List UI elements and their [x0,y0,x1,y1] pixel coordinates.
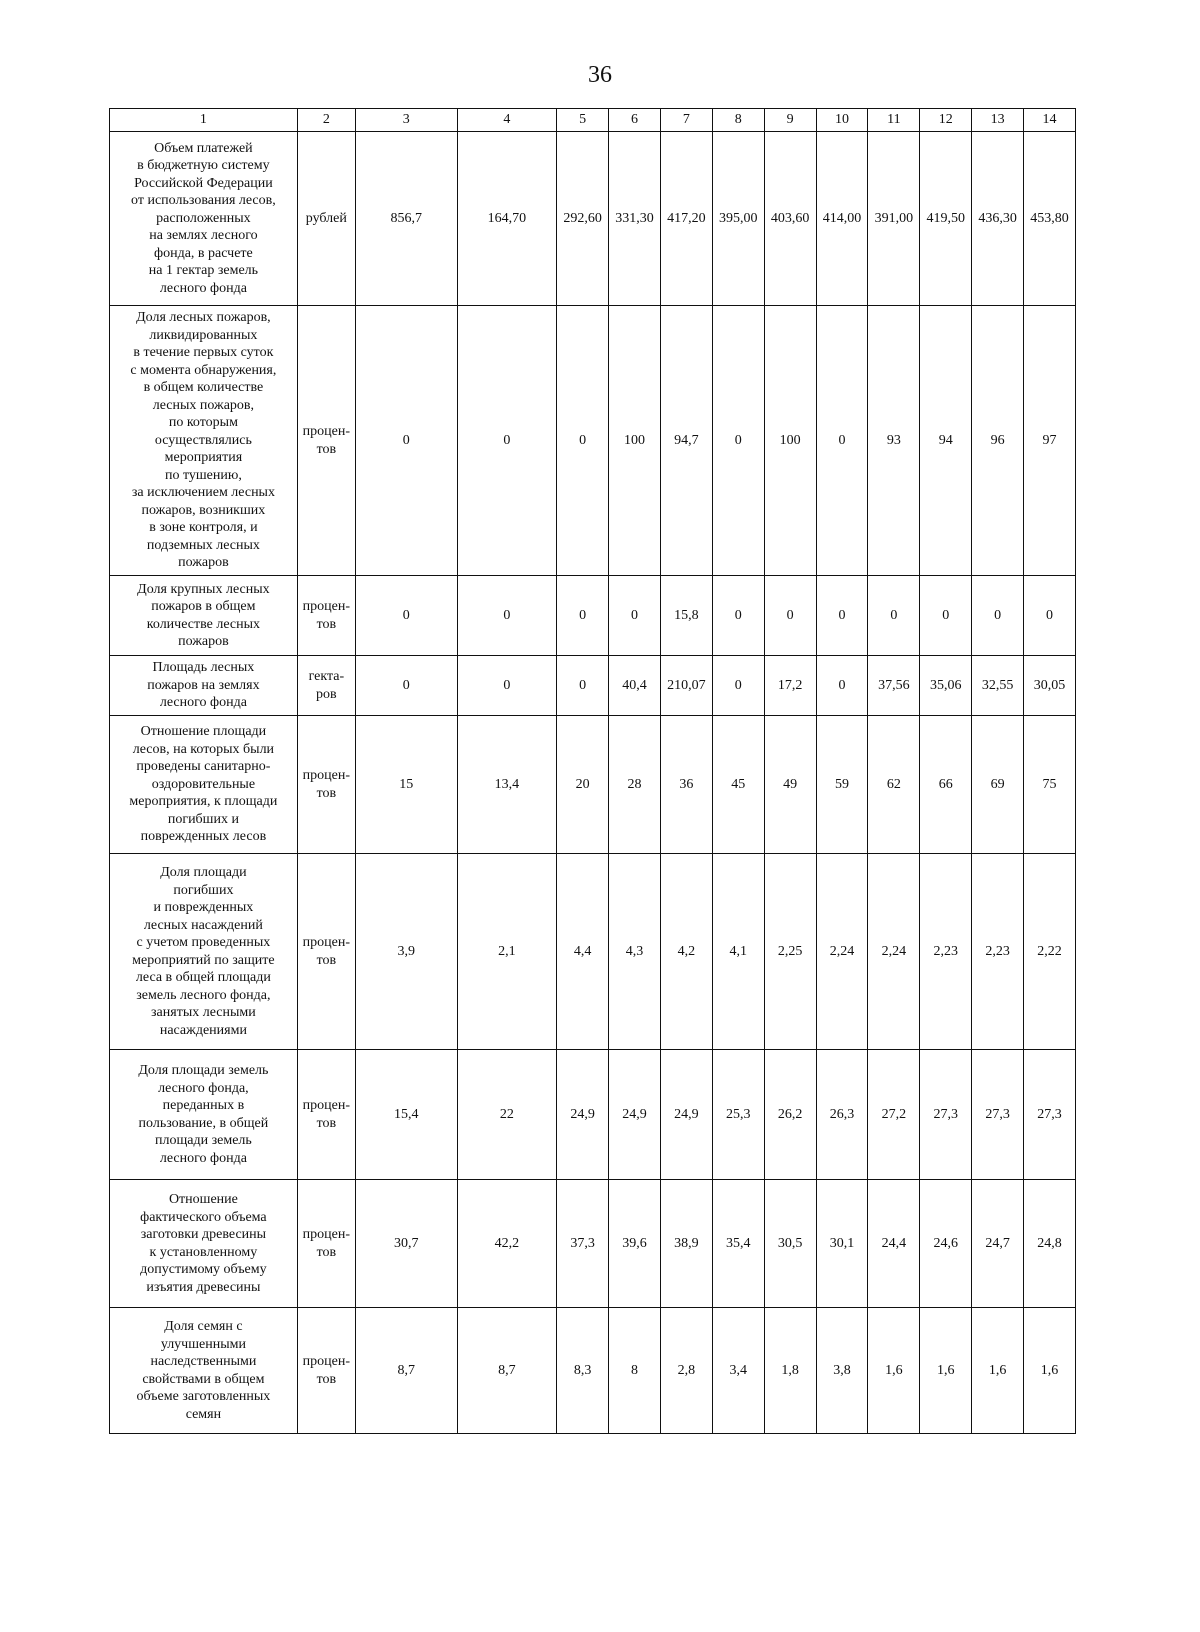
value-cell: 27,2 [868,1050,920,1180]
value-cell: 35,4 [712,1180,764,1308]
page-number: 36 [588,62,612,88]
value-cell: 20 [557,716,609,854]
column-header-12: 12 [920,109,972,132]
value-cell: 17,2 [764,656,816,716]
value-cell: 0 [457,576,557,656]
value-cell: 4,2 [660,854,712,1050]
value-cell: 0 [972,576,1024,656]
column-header-7: 7 [660,109,712,132]
value-cell: 3,4 [712,1308,764,1434]
value-cell: 94 [920,306,972,576]
unit-cell: процен- тов [297,306,355,576]
value-cell: 26,2 [764,1050,816,1180]
table-row [110,1180,1076,1308]
table-row [110,716,1076,854]
indicator-cell: Доля семян с улучшенными наследственными свойствами в общем объеме заготовленных семян [110,1308,298,1434]
value-cell: 8,3 [557,1308,609,1434]
value-cell: 164,70 [457,132,557,306]
value-cell: 391,00 [868,132,920,306]
unit-cell: процен- тов [297,1180,355,1308]
value-cell: 24,8 [1024,1180,1076,1308]
value-cell: 93 [868,306,920,576]
value-cell: 292,60 [557,132,609,306]
value-cell: 30,05 [1024,656,1076,716]
value-cell: 27,3 [1024,1050,1076,1180]
value-cell: 0 [712,656,764,716]
table-row [110,854,1076,1050]
value-cell: 24,4 [868,1180,920,1308]
value-cell: 40,4 [609,656,661,716]
value-cell: 24,6 [920,1180,972,1308]
column-header-1: 1 [110,109,298,132]
value-cell: 30,1 [816,1180,868,1308]
value-cell: 2,25 [764,854,816,1050]
value-cell: 15 [355,716,457,854]
value-cell: 0 [1024,576,1076,656]
value-cell: 25,3 [712,1050,764,1180]
column-header-13: 13 [972,109,1024,132]
unit-cell: процен- тов [297,576,355,656]
value-cell: 2,23 [972,854,1024,1050]
value-cell: 96 [972,306,1024,576]
value-cell: 24,9 [660,1050,712,1180]
indicator-cell: Доля площади земель лесного фонда, переданных в пользование, в общей площади земель лесного фонда [110,1050,298,1180]
value-cell: 2,1 [457,854,557,1050]
value-cell: 8,7 [355,1308,457,1434]
value-cell: 0 [609,576,661,656]
table-row [110,132,1076,306]
value-cell: 0 [920,576,972,656]
value-cell: 37,3 [557,1180,609,1308]
unit-cell: процен- тов [297,854,355,1050]
indicator-cell: Объем платежей в бюджетную систему Российской Федерации от использования лесов, расположенных на землях лесного фонда, в расчете на 1 гектар земель лесного фонда [110,132,298,306]
indicators-table [109,108,1076,1434]
value-cell: 2,24 [868,854,920,1050]
value-cell: 100 [609,306,661,576]
value-cell: 39,6 [609,1180,661,1308]
value-cell: 27,3 [920,1050,972,1180]
value-cell: 75 [1024,716,1076,854]
indicator-cell: Площадь лесных пожаров на землях лесного фонда [110,656,298,716]
value-cell: 2,22 [1024,854,1076,1050]
column-header-14: 14 [1024,109,1076,132]
column-header-5: 5 [557,109,609,132]
value-cell: 0 [764,576,816,656]
indicator-cell: Доля лесных пожаров, ликвидированных в течение первых суток с момента обнаружения, в общем количестве лесных пожаров, по которым осуществлялись мероприятия по тушению, за исключением лесных пожаров, возникших в зоне контроля, и подземных лесных пожаров [110,306,298,576]
value-cell: 1,6 [920,1308,972,1434]
value-cell: 2,8 [660,1308,712,1434]
value-cell: 36 [660,716,712,854]
value-cell: 100 [764,306,816,576]
value-cell: 0 [355,576,457,656]
value-cell: 37,56 [868,656,920,716]
value-cell: 8,7 [457,1308,557,1434]
value-cell: 417,20 [660,132,712,306]
value-cell: 24,9 [557,1050,609,1180]
table-row [110,306,1076,576]
value-cell: 1,6 [1024,1308,1076,1434]
value-cell: 0 [868,576,920,656]
indicator-cell: Доля крупных лесных пожаров в общем количестве лесных пожаров [110,576,298,656]
value-cell: 62 [868,716,920,854]
column-header-2: 2 [297,109,355,132]
value-cell: 24,9 [609,1050,661,1180]
value-cell: 453,80 [1024,132,1076,306]
value-cell: 0 [816,306,868,576]
value-cell: 45 [712,716,764,854]
value-cell: 26,3 [816,1050,868,1180]
value-cell: 419,50 [920,132,972,306]
value-cell: 66 [920,716,972,854]
value-cell: 210,07 [660,656,712,716]
table-row [110,576,1076,656]
unit-cell: рублей [297,132,355,306]
value-cell: 403,60 [764,132,816,306]
value-cell: 2,24 [816,854,868,1050]
value-cell: 0 [816,656,868,716]
value-cell: 395,00 [712,132,764,306]
value-cell: 32,55 [972,656,1024,716]
value-cell: 0 [355,306,457,576]
unit-cell: процен- тов [297,716,355,854]
table-row [110,656,1076,716]
table-body [110,132,1076,1434]
value-cell: 35,06 [920,656,972,716]
value-cell: 27,3 [972,1050,1024,1180]
value-cell: 49 [764,716,816,854]
value-cell: 1,8 [764,1308,816,1434]
value-cell: 97 [1024,306,1076,576]
value-cell: 94,7 [660,306,712,576]
value-cell: 3,8 [816,1308,868,1434]
value-cell: 22 [457,1050,557,1180]
header-row [110,109,1076,132]
value-cell: 3,9 [355,854,457,1050]
value-cell: 13,4 [457,716,557,854]
indicator-cell: Отношение площади лесов, на которых были проведены санитарно- оздоровительные мероприятия, к площади погибших и поврежденных лесов [110,716,298,854]
value-cell: 4,3 [609,854,661,1050]
table-row [110,1050,1076,1180]
unit-cell: процен- тов [297,1050,355,1180]
value-cell: 1,6 [972,1308,1024,1434]
value-cell: 59 [816,716,868,854]
column-header-6: 6 [609,109,661,132]
value-cell: 436,30 [972,132,1024,306]
value-cell: 331,30 [609,132,661,306]
value-cell: 2,23 [920,854,972,1050]
unit-cell: процен- тов [297,1308,355,1434]
column-header-9: 9 [764,109,816,132]
indicator-cell: Доля площади погибших и поврежденных лесных насаждений с учетом проведенных мероприятий по защите леса в общей площади земель лесного фонда, занятых лесными насаждениями [110,854,298,1050]
value-cell: 8 [609,1308,661,1434]
value-cell: 0 [712,306,764,576]
value-cell: 856,7 [355,132,457,306]
indicator-cell: Отношение фактического объема заготовки древесины к установленному допустимому объему изъятия древесины [110,1180,298,1308]
value-cell: 0 [712,576,764,656]
value-cell: 15,8 [660,576,712,656]
value-cell: 24,7 [972,1180,1024,1308]
value-cell: 0 [557,306,609,576]
value-cell: 69 [972,716,1024,854]
column-header-3: 3 [355,109,457,132]
value-cell: 15,4 [355,1050,457,1180]
value-cell: 0 [355,656,457,716]
value-cell: 4,4 [557,854,609,1050]
value-cell: 4,1 [712,854,764,1050]
value-cell: 0 [457,306,557,576]
column-header-4: 4 [457,109,557,132]
value-cell: 28 [609,716,661,854]
value-cell: 30,7 [355,1180,457,1308]
column-header-11: 11 [868,109,920,132]
value-cell: 42,2 [457,1180,557,1308]
value-cell: 0 [816,576,868,656]
value-cell: 414,00 [816,132,868,306]
column-header-10: 10 [816,109,868,132]
table-row [110,1308,1076,1434]
value-cell: 1,6 [868,1308,920,1434]
column-header-8: 8 [712,109,764,132]
value-cell: 30,5 [764,1180,816,1308]
unit-cell: гекта- ров [297,656,355,716]
table-header [110,109,1076,132]
value-cell: 0 [557,576,609,656]
value-cell: 0 [557,656,609,716]
value-cell: 0 [457,656,557,716]
value-cell: 38,9 [660,1180,712,1308]
